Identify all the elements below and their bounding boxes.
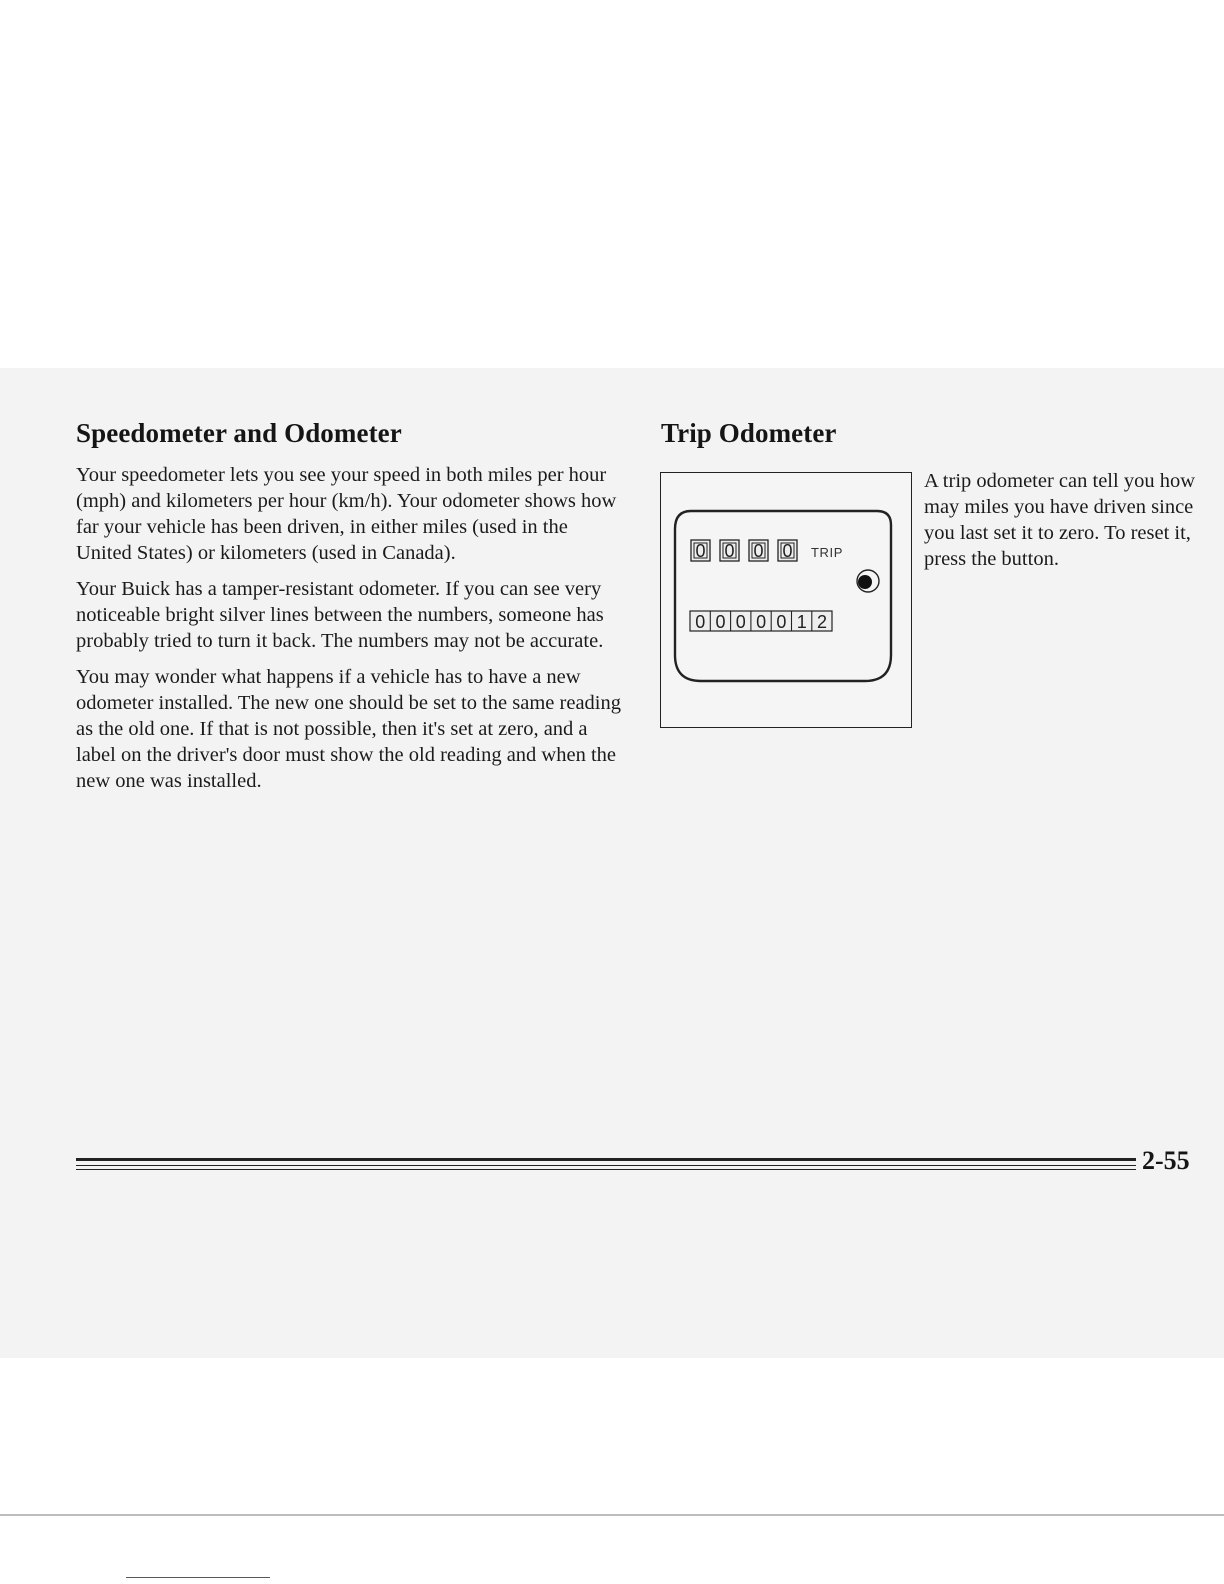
odometer-digit-7: 2 — [816, 612, 828, 632]
footnote-link-line — [126, 1577, 270, 1578]
odometer-digit-5: 0 — [776, 612, 787, 632]
svg-text:0: 0 — [695, 541, 706, 561]
svg-text:0: 0 — [753, 541, 764, 561]
trip-reset-button[interactable] — [857, 570, 879, 592]
odometer-digit-3: 0 — [735, 612, 746, 632]
speedometer-body — [76, 462, 622, 804]
page-number: 2-55 — [1142, 1146, 1190, 1175]
odometer-digits — [690, 611, 832, 632]
trip-odometer-heading: Trip Odometer — [661, 418, 837, 448]
trip-odometer-paragraph: A trip odometer can tell you how may miles you have driven since you last set it to zero. To reset it, press the button. — [924, 470, 1195, 570]
trip-odometer-figure — [660, 472, 912, 728]
trip-digit-2 — [720, 540, 739, 561]
odometer-digit-2: 0 — [715, 612, 726, 632]
odometer-illustration — [661, 473, 913, 729]
footer-rule-thin-1 — [76, 1165, 1136, 1166]
trip-digit-4 — [778, 540, 797, 561]
footer-rule-thin-2 — [76, 1169, 1136, 1170]
speedometer-heading: Speedometer and Odometer — [76, 418, 402, 448]
svg-text:0: 0 — [724, 541, 735, 561]
svg-text:0: 0 — [782, 541, 793, 561]
odometer-digit-4: 0 — [756, 612, 767, 632]
instrument-cluster-outline — [675, 511, 891, 681]
trip-digit-3 — [749, 540, 768, 561]
odometer-digit-1: 0 — [695, 612, 706, 632]
speedometer-paragraph-2: Your Buick has a tamper-resistant odometer. If you can see very noticeable bright silver lines between the numbers, someone has probably tried to turn it back. The numbers may not be accurate. — [76, 578, 604, 652]
trip-digit-1 — [691, 540, 710, 561]
band-bottom-edge — [0, 1514, 1224, 1516]
speedometer-paragraph-3: You may wonder what happens if a vehicle has to have a new odometer installed. The new one should be set to the same reading as the old one. If that is not possible, then it's set at zero, and a label on the driver's door must show the old reading and when the new one was installed. — [76, 666, 622, 792]
speedometer-paragraph-1: Your speedometer lets you see your speed in both miles per hour (mph) and kilometers per hour (km/h). Your odometer shows how far your vehicle has been driven, in either miles (used in the United States) or kilometers (used in Canada). — [76, 464, 617, 564]
odometer-digit-6: 1 — [796, 612, 807, 632]
trip-label: TRIP — [811, 545, 844, 560]
footer-rule-thick — [76, 1158, 1136, 1161]
trip-odometer-description — [924, 468, 1206, 572]
